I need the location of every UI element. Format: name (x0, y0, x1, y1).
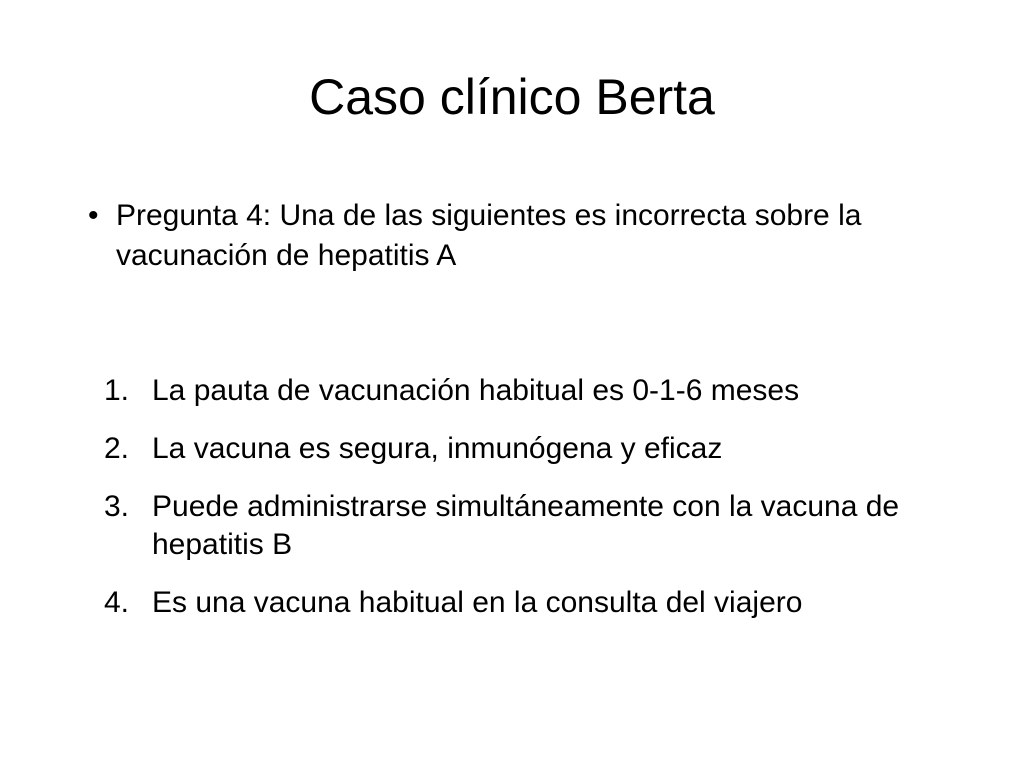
option-text: Es una vacuna habitual en la consulta del viajero (152, 586, 803, 619)
slide-title: Caso clínico Berta (309, 69, 715, 125)
option-number: 1. (104, 374, 130, 407)
bullet-dot-icon: • (88, 199, 99, 232)
option-text: La pauta de vacunación habitual es 0-1-6 meses (152, 374, 800, 407)
option-text: La vacuna es segura, inmunógena y eficaz (152, 432, 723, 465)
question-text: Pregunta 4: Una de las siguientes es incorrecta sobre la vacunación de hepatitis A (116, 199, 862, 272)
answer-options-list (104, 372, 984, 642)
answer-option-2 (104, 430, 984, 468)
option-number: 3. (104, 490, 130, 523)
option-text: Puede administrarse simultáneamente con la vacuna de hepatitis B (152, 490, 900, 561)
option-number: 4. (104, 586, 130, 619)
answer-option-1 (104, 372, 984, 410)
option-number: 2. (104, 432, 130, 465)
answer-option-4 (104, 584, 984, 622)
answer-option-3 (104, 488, 984, 564)
